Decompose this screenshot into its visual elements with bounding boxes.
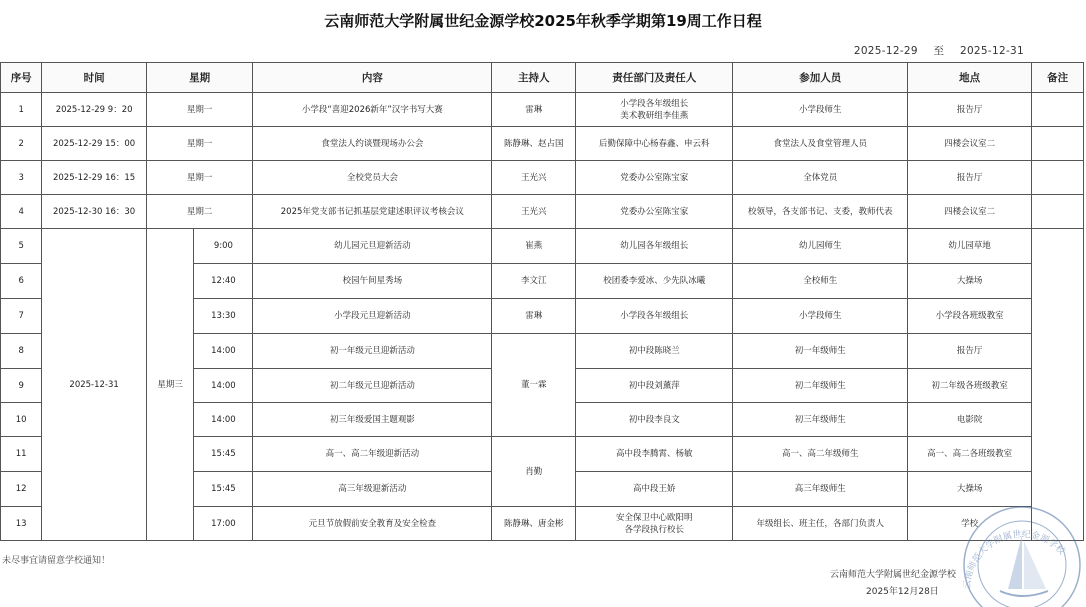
cell-time: 12:40	[194, 264, 253, 299]
cell-host: 陈静琳、唐金彬	[492, 507, 576, 541]
cell-attendees: 全校师生	[733, 264, 908, 299]
cell-time: 2025-12-29 16：15	[42, 161, 146, 195]
schedule-table	[0, 62, 1084, 541]
col-header-no: 序号	[1, 63, 42, 93]
cell-no: 1	[1, 93, 42, 127]
cell-attendees: 全体党员	[733, 161, 908, 195]
cell-note-merged	[1032, 229, 1084, 541]
cell-content: 小学段元旦迎新活动	[253, 299, 492, 334]
cell-no: 4	[1, 195, 42, 229]
col-header-host: 主持人	[492, 63, 576, 93]
cell-no: 13	[1, 507, 42, 541]
cell-time: 13:30	[194, 299, 253, 334]
cell-host: 王光兴	[492, 161, 576, 195]
cell-attendees: 年级组长、班主任，各部门负责人	[733, 507, 908, 541]
col-header-attendees: 参加人员	[733, 63, 908, 93]
cell-no: 6	[1, 264, 42, 299]
cell-host: 陈静琳、赵占国	[492, 127, 576, 161]
date-range	[848, 43, 1030, 58]
table-row	[1, 127, 1084, 161]
cell-host-merged: 肖勤	[492, 437, 576, 507]
cell-time: 15:45	[194, 437, 253, 472]
cell-dept: 幼儿园各年级组长	[576, 229, 733, 264]
col-header-dept: 责任部门及责任人	[576, 63, 733, 93]
cell-dept: 后勤保障中心杨春鑫、申云科	[576, 127, 733, 161]
cell-content: 小学段“喜迎2026新年”汉字书写大赛	[253, 93, 492, 127]
school-seal-icon	[948, 497, 1086, 607]
cell-dept: 校团委李爱冰、少先队冰曦	[576, 264, 733, 299]
cell-dept	[576, 507, 733, 541]
cell-time: 14:00	[194, 403, 253, 437]
cell-note	[1032, 161, 1084, 195]
cell-no: 9	[1, 369, 42, 403]
cell-attendees: 小学段师生	[733, 93, 908, 127]
table-row	[1, 229, 1084, 264]
table-row	[1, 195, 1084, 229]
cell-dept: 党委办公室陈宝家	[576, 161, 733, 195]
table-row	[1, 93, 1084, 127]
dept-line: 各学段执行校长	[624, 524, 684, 535]
cell-dept: 初中段刘薰萍	[576, 369, 733, 403]
cell-weekday-merged: 星期三	[146, 229, 194, 541]
cell-dept: 党委办公室陈宝家	[576, 195, 733, 229]
date-start: 2025-12-29	[853, 45, 918, 57]
cell-content: 初三年级爱国主题观影	[253, 403, 492, 437]
cell-content: 幼儿园元旦迎新活动	[253, 229, 492, 264]
table-row	[1, 161, 1084, 195]
cell-no: 12	[1, 472, 42, 507]
cell-attendees: 初二年级师生	[733, 369, 908, 403]
cell-host-merged: 董一霖	[492, 334, 576, 437]
cell-attendees: 食堂法人及食堂管理人员	[733, 127, 908, 161]
seal-text-path: 云南师范大学附属世纪金源学校	[962, 529, 1067, 590]
cell-dept: 初中段陈晓兰	[576, 334, 733, 369]
cell-weekday: 星期一	[146, 127, 253, 161]
cell-attendees: 高一、高二年级师生	[733, 437, 908, 472]
col-header-place: 地点	[908, 63, 1032, 93]
cell-content: 食堂法人约谈暨现场办公会	[253, 127, 492, 161]
cell-date-merged: 2025-12-31	[42, 229, 146, 541]
cell-place: 初二年级各班级教室	[908, 369, 1032, 403]
cell-content: 全校党员大会	[253, 161, 492, 195]
cell-place: 大操场	[908, 472, 1032, 507]
cell-host: 王光兴	[492, 195, 576, 229]
cell-no: 8	[1, 334, 42, 369]
date-end: 2025-12-31	[959, 45, 1024, 57]
cell-content: 元旦节放假前安全教育及安全检查	[253, 507, 492, 541]
cell-attendees: 小学段师生	[733, 299, 908, 334]
cell-dept: 高中段王娇	[576, 472, 733, 507]
cell-place: 幼儿园草地	[908, 229, 1032, 264]
col-header-weekday: 星期	[146, 63, 253, 93]
cell-host: 李文江	[492, 264, 576, 299]
cell-host: 崔燕	[492, 229, 576, 264]
cell-weekday: 星期一	[146, 93, 253, 127]
cell-no: 3	[1, 161, 42, 195]
cell-place: 报告厅	[908, 93, 1032, 127]
col-header-note: 备注	[1032, 63, 1084, 93]
dept-line: 小学段各年级组长	[620, 98, 689, 109]
cell-no: 5	[1, 229, 42, 264]
footer-org: 云南师范大学附属世纪金源学校	[830, 570, 957, 580]
cell-content: 2025年党支部书记抓基层党建述职评议考核会议	[253, 195, 492, 229]
cell-attendees: 高三年级师生	[733, 472, 908, 507]
cell-weekday: 星期二	[146, 195, 253, 229]
cell-no: 2	[1, 127, 42, 161]
cell-note	[1032, 93, 1084, 127]
dept-line: 安全保卫中心欧阳明	[615, 512, 693, 523]
cell-time: 17:00	[194, 507, 253, 541]
cell-content: 校园午间星秀场	[253, 264, 492, 299]
cell-host: 雷琳	[492, 299, 576, 334]
cell-content: 高一、高二年级迎新活动	[253, 437, 492, 472]
cell-attendees: 校领导，各支部书记、支委，教师代表	[733, 195, 908, 229]
cell-attendees: 幼儿园师生	[733, 229, 908, 264]
cell-content: 初一年级元旦迎新活动	[253, 334, 492, 369]
cell-place: 报告厅	[908, 161, 1032, 195]
cell-dept	[576, 93, 733, 127]
cell-content: 高三年级迎新活动	[253, 472, 492, 507]
cell-place: 学校	[908, 507, 1032, 541]
cell-content: 初二年级元旦迎新活动	[253, 369, 492, 403]
cell-note	[1032, 195, 1084, 229]
cell-no: 10	[1, 403, 42, 437]
cell-attendees: 初三年级师生	[733, 403, 908, 437]
cell-place: 大操场	[908, 264, 1032, 299]
cell-no: 11	[1, 437, 42, 472]
cell-place: 电影院	[908, 403, 1032, 437]
cell-place: 四楼会议室二	[908, 127, 1032, 161]
col-header-content: 内容	[253, 63, 492, 93]
cell-time: 15:45	[194, 472, 253, 507]
cell-time: 2025-12-30 16：30	[42, 195, 146, 229]
cell-time: 14:00	[194, 369, 253, 403]
cell-time: 9:00	[194, 229, 253, 264]
cell-dept: 初中段李良文	[576, 403, 733, 437]
cell-dept: 高中段李腾霄、杨敏	[576, 437, 733, 472]
cell-note	[1032, 127, 1084, 161]
cell-place: 报告厅	[908, 334, 1032, 369]
cell-place: 小学段各班级教室	[908, 299, 1032, 334]
cell-place: 四楼会议室二	[908, 195, 1032, 229]
cell-time: 2025-12-29 15：00	[42, 127, 146, 161]
cell-host: 雷琳	[492, 93, 576, 127]
date-sep: 至	[933, 45, 945, 57]
cell-time: 2025-12-29 9：20	[42, 93, 146, 127]
cell-attendees: 初一年级师生	[733, 334, 908, 369]
cell-place: 高一、高二各班级教室	[908, 437, 1032, 472]
cell-weekday: 星期一	[146, 161, 253, 195]
cell-no: 7	[1, 299, 42, 334]
dept-line: 美术教研组李佳燕	[620, 110, 689, 121]
col-header-time: 时间	[42, 63, 146, 93]
footer-date: 2025年12月28日	[866, 587, 939, 597]
footer-note: 未尽事宜请留意学校通知！	[2, 556, 111, 566]
page-title: 云南师范大学附属世纪金源学校2025年秋季学期第19周工作日程	[324, 12, 762, 30]
header-row	[1, 63, 1084, 93]
cell-dept: 小学段各年级组长	[576, 299, 733, 334]
cell-time: 14:00	[194, 334, 253, 369]
